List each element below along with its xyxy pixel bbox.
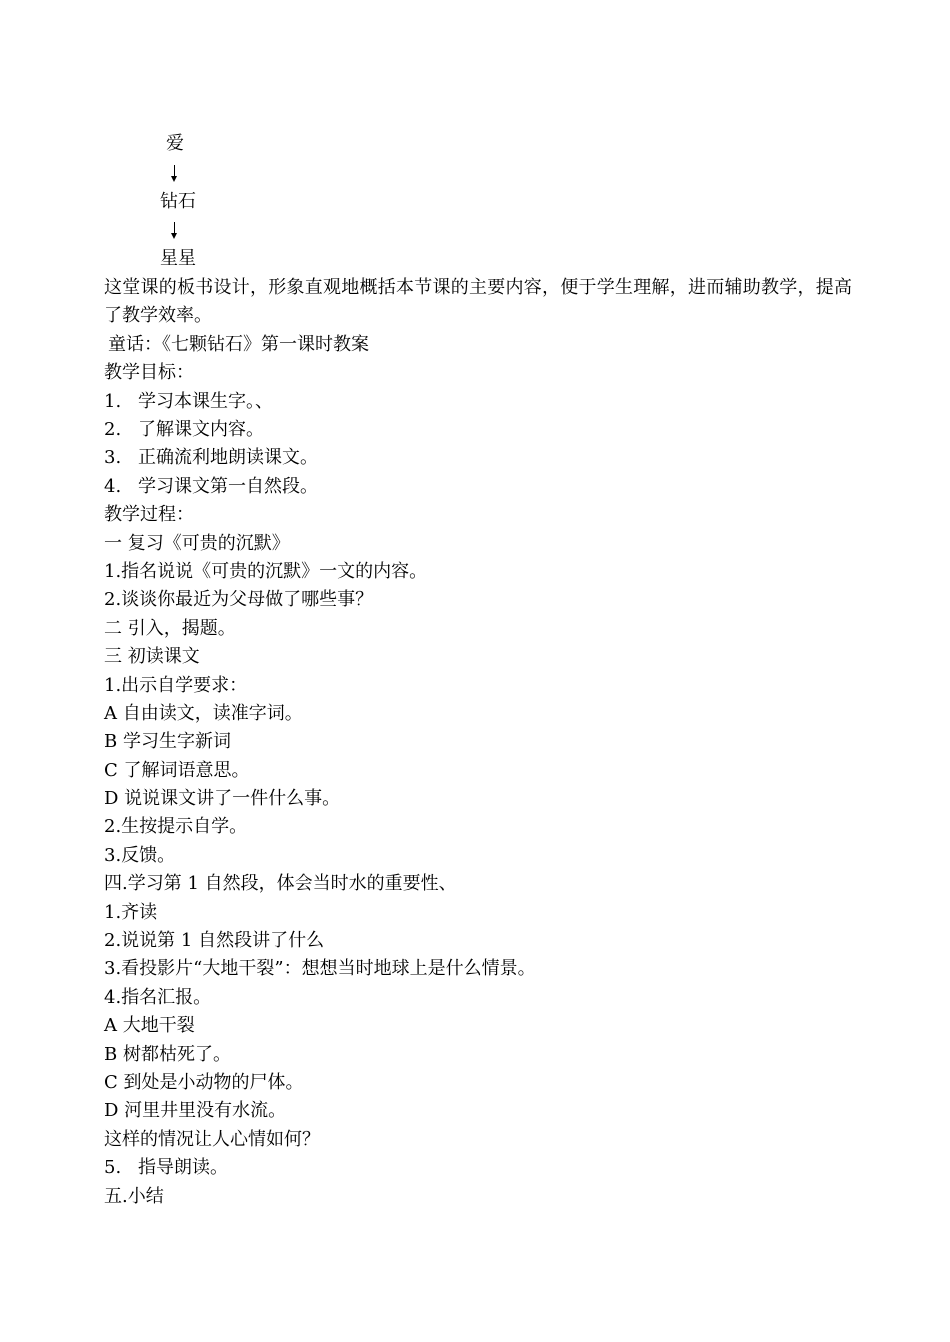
goal-text: 学习课文第一自然段。 [138,475,318,497]
board-word-diamond: 钻石 [160,191,196,212]
process-line: D 河里井里没有水流。 [104,1100,287,1122]
goal-item [104,388,852,416]
process-line: D 说说课文讲了一件什么事。 [104,788,341,810]
process-line: 1.出示自学要求： [104,674,248,696]
process-line: A 自由读文，读准字词。 [104,702,303,724]
lesson-content [104,274,852,1211]
step-text: 指导朗读。 [138,1157,228,1179]
process-line: B 学习生字新词 [104,731,231,753]
process-line: 这样的情况让人心情如何？ [104,1128,320,1150]
process-heading: 教学过程： [104,504,194,526]
process-line: 1.齐读 [104,901,158,923]
process-line: 二 引入，揭题。 [104,617,236,639]
process-line: C 了解词语意思。 [104,759,250,781]
goal-text: 正确流利地朗读课文。 [138,447,318,469]
goal-text: 学习本课生字。、 [138,390,273,412]
process-line: 2.谈谈你最近为父母做了哪些事？ [104,589,374,611]
step-number: 5. [104,1157,122,1179]
goal-number: 4. [104,475,122,497]
process-line: 三 初读课文 [104,646,200,668]
board-word-love: 爱 [166,133,184,154]
process-line: 四.学习第 1 自然段，体会当时水的重要性、 [104,873,457,895]
process-line: A 大地干裂 [104,1015,195,1037]
process-line: 3.看投影片“大地干裂”：想想当时地球上是什么情景。 [104,958,536,980]
process-line: C 到处是小动物的尸体。 [104,1071,304,1093]
goal-item [104,473,852,501]
process-line: 4.指名汇报。 [104,986,212,1008]
down-arrow-icon [170,222,180,240]
process-step-5 [104,1154,852,1182]
process-line: 3.反馈。 [104,844,176,866]
process-line-summary: 五.小结 [104,1185,164,1207]
goal-number: 2. [104,418,122,440]
goal-number: 3. [104,447,122,469]
process-line: 2.说说第 1 自然段讲了什么 [104,930,325,952]
goals-heading: 教学目标： [104,362,194,384]
lesson-title: 童话：《七颗钻石》第一课时教案 [108,333,369,355]
down-arrow-icon [170,165,180,183]
board-word-star: 星星 [160,248,196,269]
process-line: 1.指名说说《可贵的沉默》一文的内容。 [104,560,428,582]
goal-number: 1. [104,390,122,412]
goal-item [104,444,852,472]
process-line: 一 复习《可贵的沉默》 [104,532,290,554]
goal-item [104,416,852,444]
goal-text: 了解课文内容。 [138,418,264,440]
process-line: B 树都枯死了。 [104,1043,231,1065]
summary-paragraph: 这堂课的板书设计，形象直观地概括本节课的主要内容，便于学生理解，进而辅助教学，提高了教学效率。 [104,277,852,327]
process-line: 2.生按提示自学。 [104,816,248,838]
